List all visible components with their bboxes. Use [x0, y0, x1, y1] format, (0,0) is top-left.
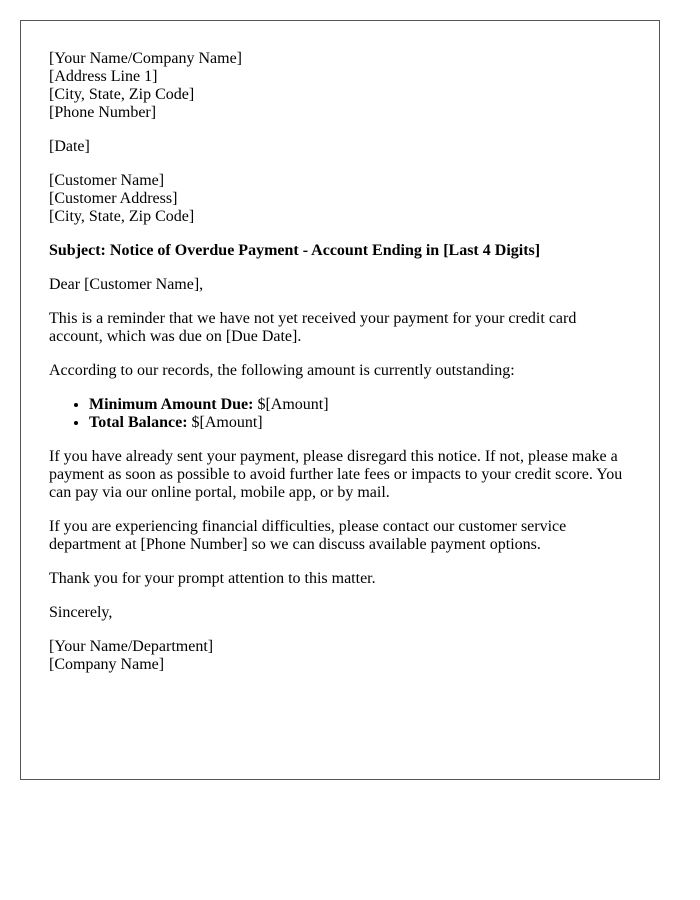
reminder-paragraph: This is a reminder that we have not yet received your payment for your credit card account, which was due on [Due Date]. — [49, 310, 577, 345]
letter-date: [Date] — [49, 138, 90, 155]
salutation: Dear [Customer Name], — [49, 276, 204, 293]
minimum-due-value: $[Amount] — [253, 396, 329, 413]
list-item — [89, 396, 631, 414]
recipient-name: [Customer Name] — [49, 172, 165, 189]
records-paragraph: According to our records, the following amount is currently outstanding: — [49, 362, 515, 379]
sender-name: [Your Name/Company Name] — [49, 50, 243, 67]
closing: Sincerely, — [49, 604, 113, 621]
sender-city-state-zip: [City, State, Zip Code] — [49, 86, 195, 103]
subject-line: Subject: Notice of Overdue Payment - Account Ending in [Last 4 Digits] — [49, 242, 541, 259]
minimum-due-label: Minimum Amount Due: — [89, 396, 254, 413]
signature-block — [49, 638, 631, 674]
sender-phone: [Phone Number] — [49, 104, 157, 121]
amount-list — [49, 396, 631, 432]
disregard-paragraph: If you have already sent your payment, please disregard this notice. If not, please make a payment as soon as possible to avoid further late fees or impacts to your credit score. You can pay via our online portal, mobile app, or by mail. — [49, 448, 623, 501]
total-balance-label: Total Balance: — [89, 414, 188, 431]
list-item — [89, 414, 631, 432]
recipient-address-block — [49, 172, 631, 226]
total-balance-value: $[Amount] — [187, 414, 263, 431]
thanks-paragraph: Thank you for your prompt attention to this matter. — [49, 570, 376, 587]
sender-address-block — [49, 50, 631, 122]
recipient-address: [Customer Address] — [49, 190, 178, 207]
signature-name: [Your Name/Department] — [49, 638, 214, 655]
recipient-city-state-zip: [City, State, Zip Code] — [49, 208, 195, 225]
sender-address-line-1: [Address Line 1] — [49, 68, 158, 85]
signature-company: [Company Name] — [49, 656, 165, 673]
difficulties-paragraph: If you are experiencing financial difficulties, please contact our customer service department at [Phone Number] so we can discuss available payment options. — [49, 518, 567, 553]
letter-page — [20, 20, 660, 780]
